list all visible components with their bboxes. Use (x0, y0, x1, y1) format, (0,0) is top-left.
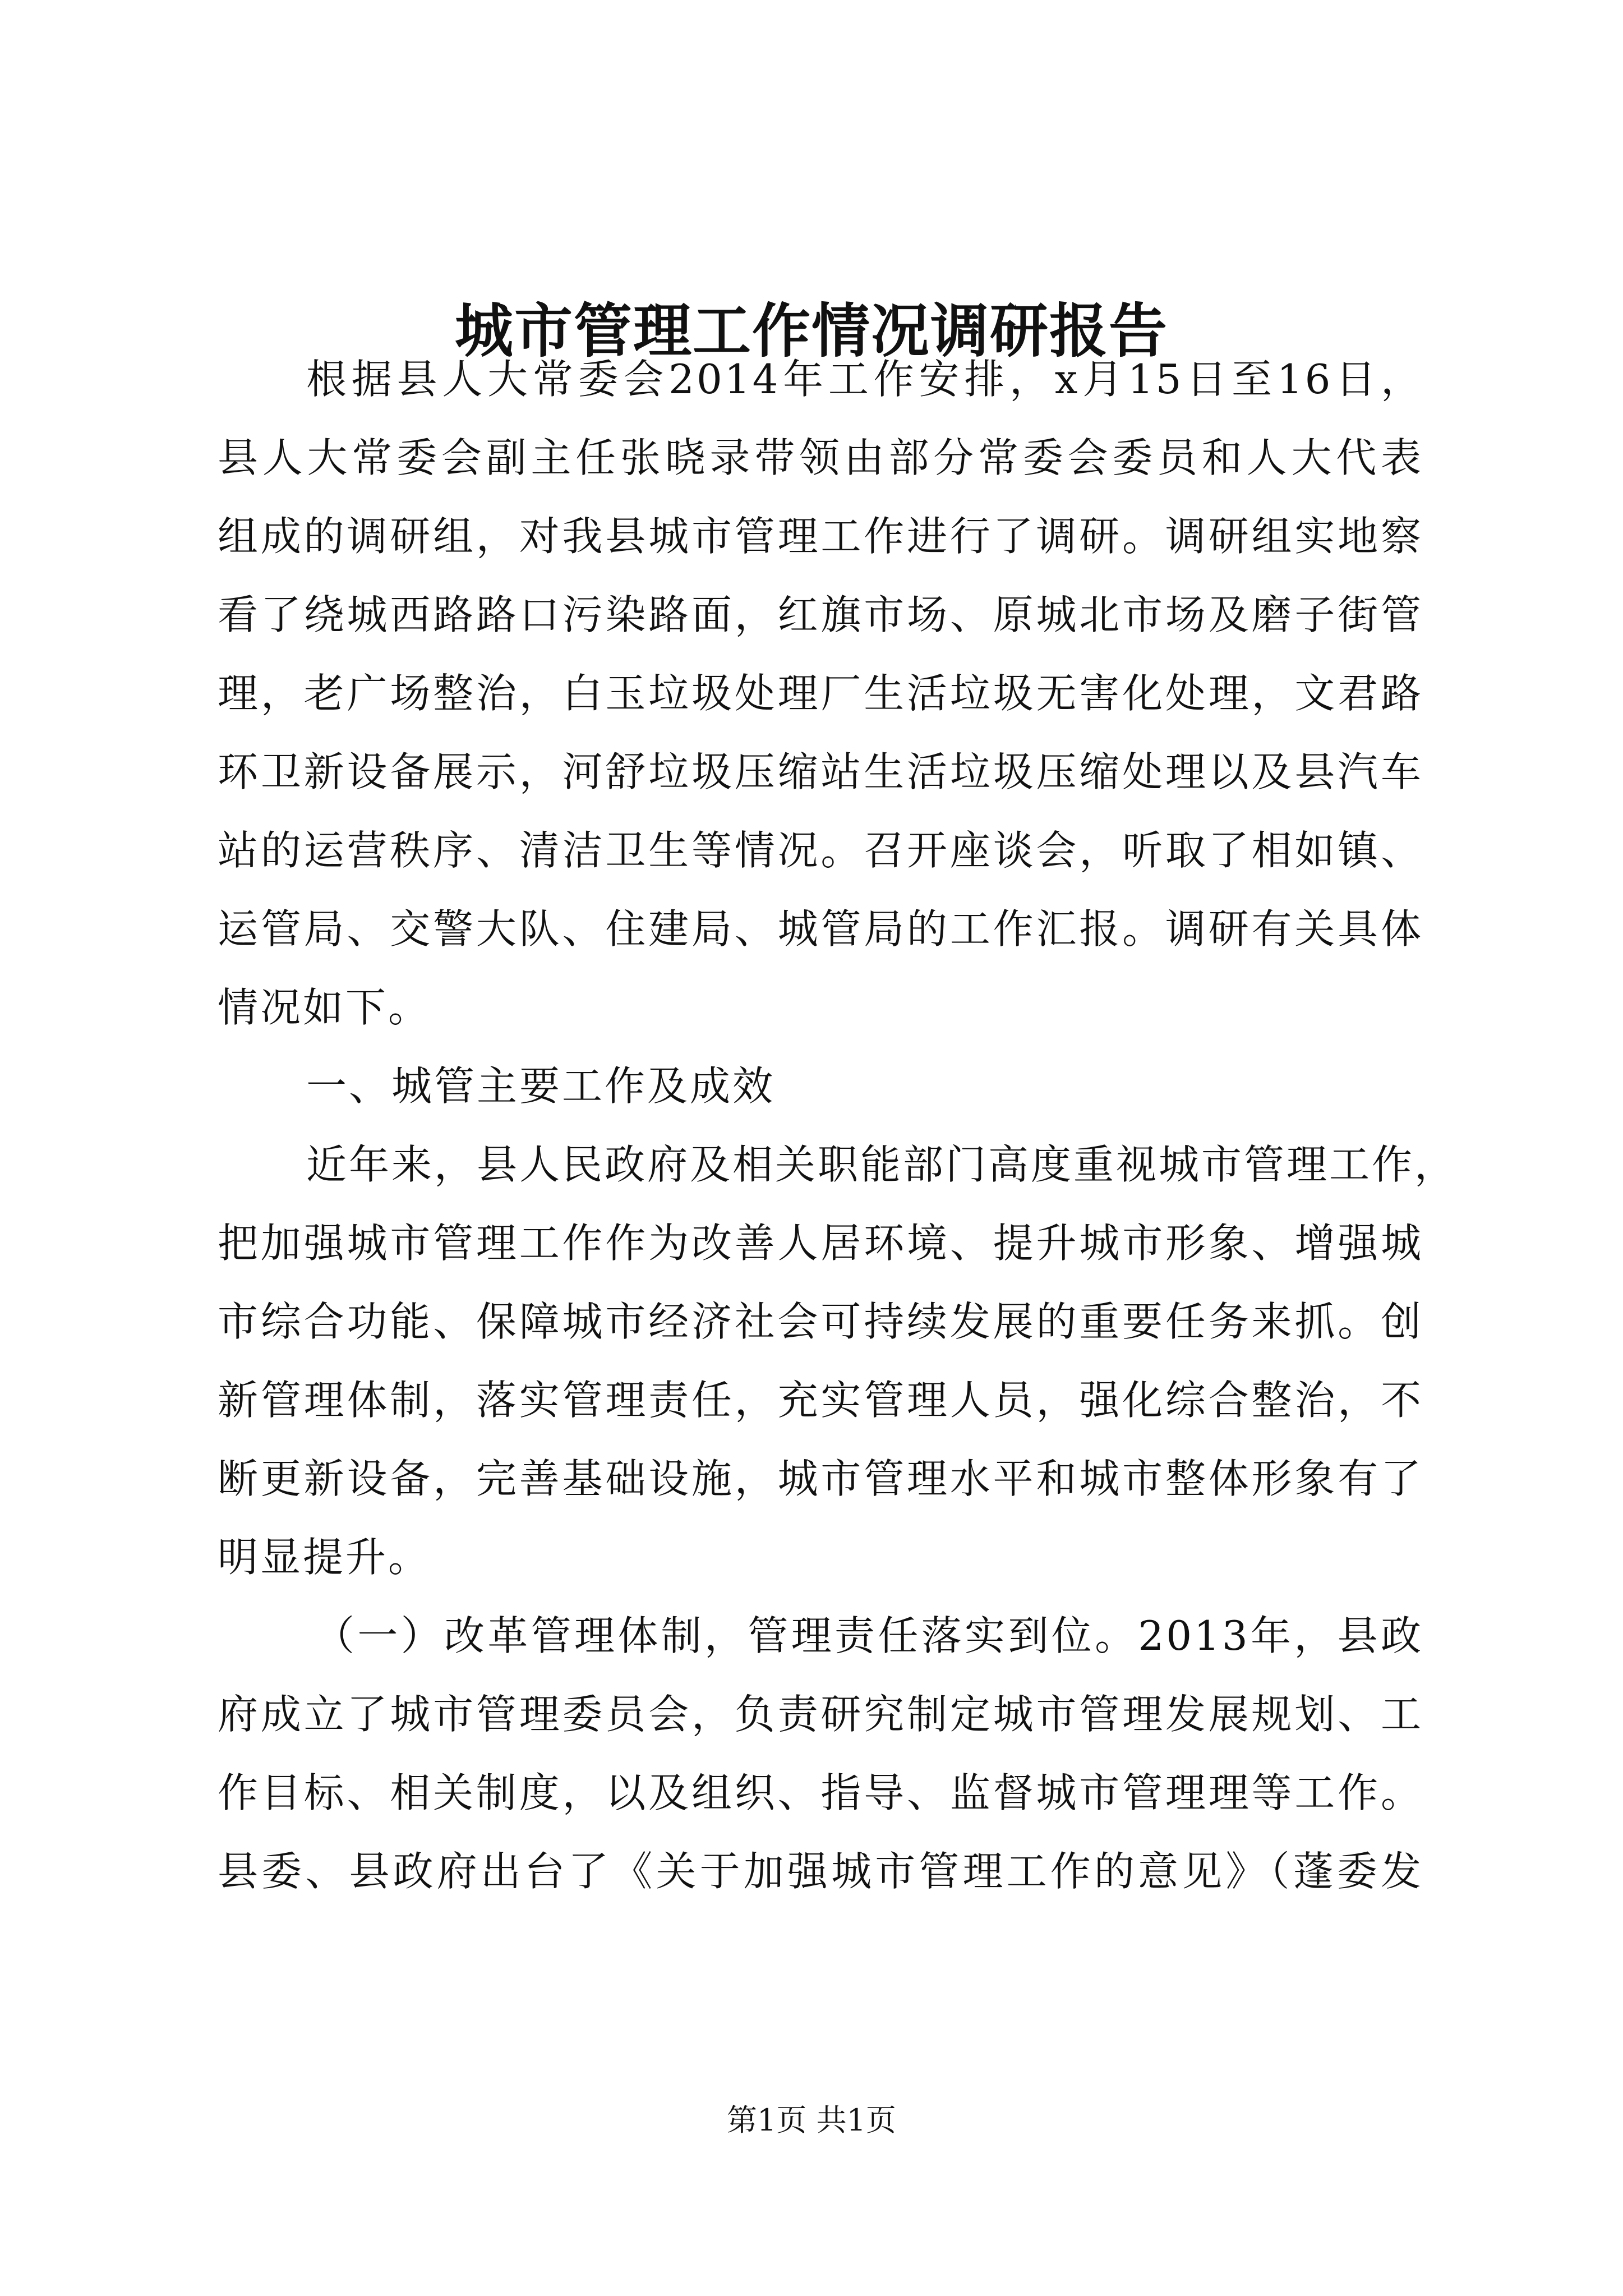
paragraph-line: 组成的调研组，对我县城市管理工作进行了调研。调研组实地察 (218, 513, 1423, 560)
paragraph-line: 县委、县政府出台了《关于加强城市管理工作的意见》（蓬委发 (218, 1848, 1423, 1895)
paragraph-line: 府成立了城市管理委员会，负责研究制定城市管理发展规划、工 (218, 1691, 1423, 1738)
document-title: 城市管理工作情况调研报告 (454, 296, 1168, 365)
section-heading: 一、城管主要工作及成效 (306, 1062, 776, 1110)
paragraph-line: 县人大常委会副主任张晓录带领由部分常委会委员和人大代表 (218, 434, 1423, 481)
page-footer: 第1页 共1页 (727, 2102, 896, 2138)
paragraph-line: 新管理体制，落实管理责任，充实管理人员，强化综合整治，不 (218, 1377, 1423, 1424)
paragraph-line: 把加强城市管理工作作为改善人居环境、提升城市形象、增强城 (218, 1220, 1423, 1267)
paragraph-line: 运管局、交警大队、住建局、城管局的工作汇报。调研有关具体 (218, 905, 1423, 953)
paragraph-line: 根据县人大常委会2014年工作安排，x月15日至16日， (306, 356, 1423, 403)
paragraph-line: 近年来，县人民政府及相关职能部门高度重视城市管理工作， (306, 1141, 1458, 1188)
paragraph-line: 明显提升。 (218, 1534, 431, 1581)
paragraph-line: 作目标、相关制度，以及组织、指导、监督城市管理理等工作。 (218, 1769, 1423, 1816)
paragraph-line: 理，老广场整治，白玉垃圾处理厂生活垃圾无害化处理，文君路 (218, 670, 1423, 717)
paragraph-line: 站的运营秩序、清洁卫生等情况。召开座谈会，听取了相如镇、 (218, 827, 1423, 874)
paragraph-line: 市综合功能、保障城市经济社会可持续发展的重要任务来抓。创 (218, 1298, 1423, 1345)
paragraph-line: 断更新设备，完善基础设施，城市管理水平和城市整体形象有了 (218, 1455, 1423, 1502)
paragraph-line: 情况如下。 (218, 984, 431, 1031)
paragraph-line: 环卫新设备展示，河舒垃圾压缩站生活垃圾压缩处理以及县汽车 (218, 748, 1423, 795)
paragraph-line: 看了绕城西路路口污染路面，红旗市场、原城北市场及磨子街管 (218, 591, 1423, 638)
paragraph-line: （一）改革管理体制，管理责任落实到位。2013年，县政 (314, 1612, 1423, 1659)
